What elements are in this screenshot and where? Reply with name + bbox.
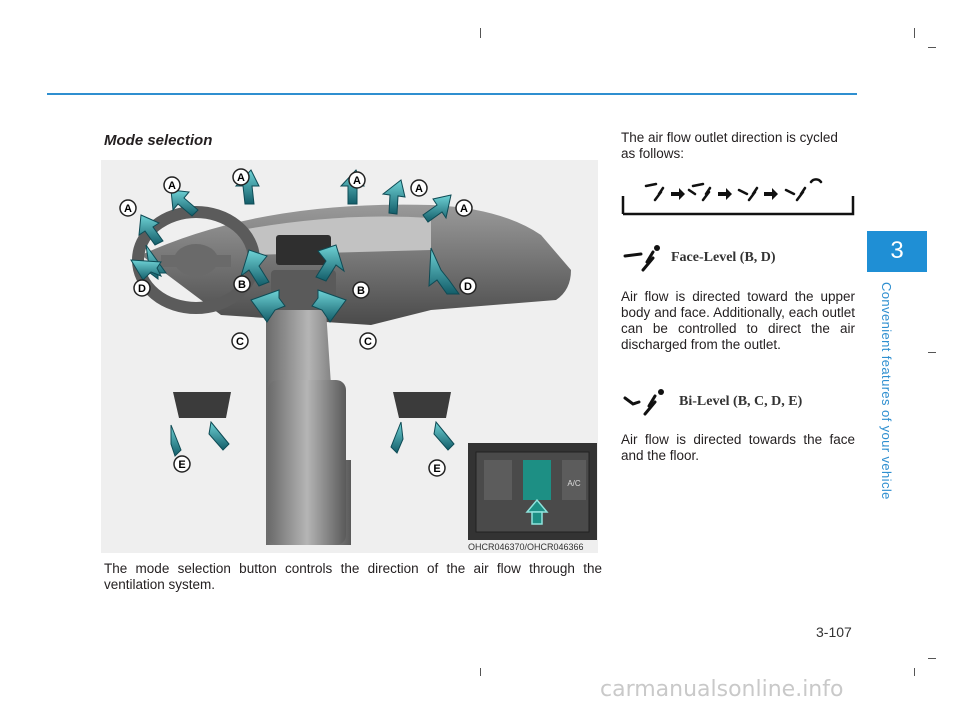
page-number: 3-107: [816, 624, 852, 640]
chapter-number: 3: [890, 237, 904, 264]
cycle-arrow-icon: [671, 188, 685, 200]
mode-button-description: The mode selection button controls the direction of the air flow through the ventilation system.: [104, 561, 602, 592]
floor-level-icon: [739, 188, 757, 200]
vent-label: A: [415, 183, 423, 195]
face-level-icon: [646, 184, 663, 200]
bi-level-heading: Bi-Level (B, C, D, E): [679, 394, 803, 409]
vent-label: E: [178, 459, 186, 471]
vent-label: A: [168, 180, 176, 192]
section-title: Mode selection: [104, 132, 213, 149]
bi-level-icon: [689, 184, 710, 200]
vent-label: E: [433, 463, 441, 475]
watermark: carmanualsonline.info: [600, 677, 844, 702]
vent-label: A: [237, 172, 245, 184]
bi-level-text: Air flow is directed towards the face and the floor.: [621, 432, 855, 463]
dashboard-figure: [101, 160, 598, 553]
face-level-text: Air flow is directed toward the upper body and face. Additionally, each outlet can be controlled to direct the air discharged from the outlet.: [621, 289, 855, 352]
cycle-arrow-icon: [718, 188, 732, 200]
vent-label: C: [364, 336, 372, 348]
mode-cycle-diagram: [621, 176, 855, 216]
vent-label: B: [357, 285, 365, 297]
vent-label: D: [464, 281, 472, 293]
face-level-icon: [621, 242, 665, 274]
vent-label: C: [236, 336, 244, 348]
header-rule: [47, 93, 857, 95]
floor-defrost-icon: [786, 179, 821, 200]
vent-label: A: [353, 175, 361, 187]
ac-button-label: A/C: [567, 479, 581, 488]
bi-level-icon: [621, 386, 671, 418]
cycle-arrow-icon: [764, 188, 778, 200]
dashboard-illustration: [101, 160, 598, 553]
face-level-heading: Face-Level (B, D): [671, 250, 776, 265]
chapter-title: Convenient features of your vehicle: [879, 282, 894, 500]
chapter-tab: [867, 231, 927, 272]
vent-label: A: [460, 203, 468, 215]
vent-label: B: [238, 279, 246, 291]
figure-caption: OHCR046370/OHCR046366: [468, 542, 584, 552]
vent-label: A: [124, 203, 132, 215]
vent-label: D: [138, 283, 146, 295]
cycle-intro: The air flow outlet direction is cycled as follows:: [621, 130, 838, 161]
chapter-title-vertical: [879, 282, 900, 500]
control-panel-inset: [468, 443, 597, 540]
